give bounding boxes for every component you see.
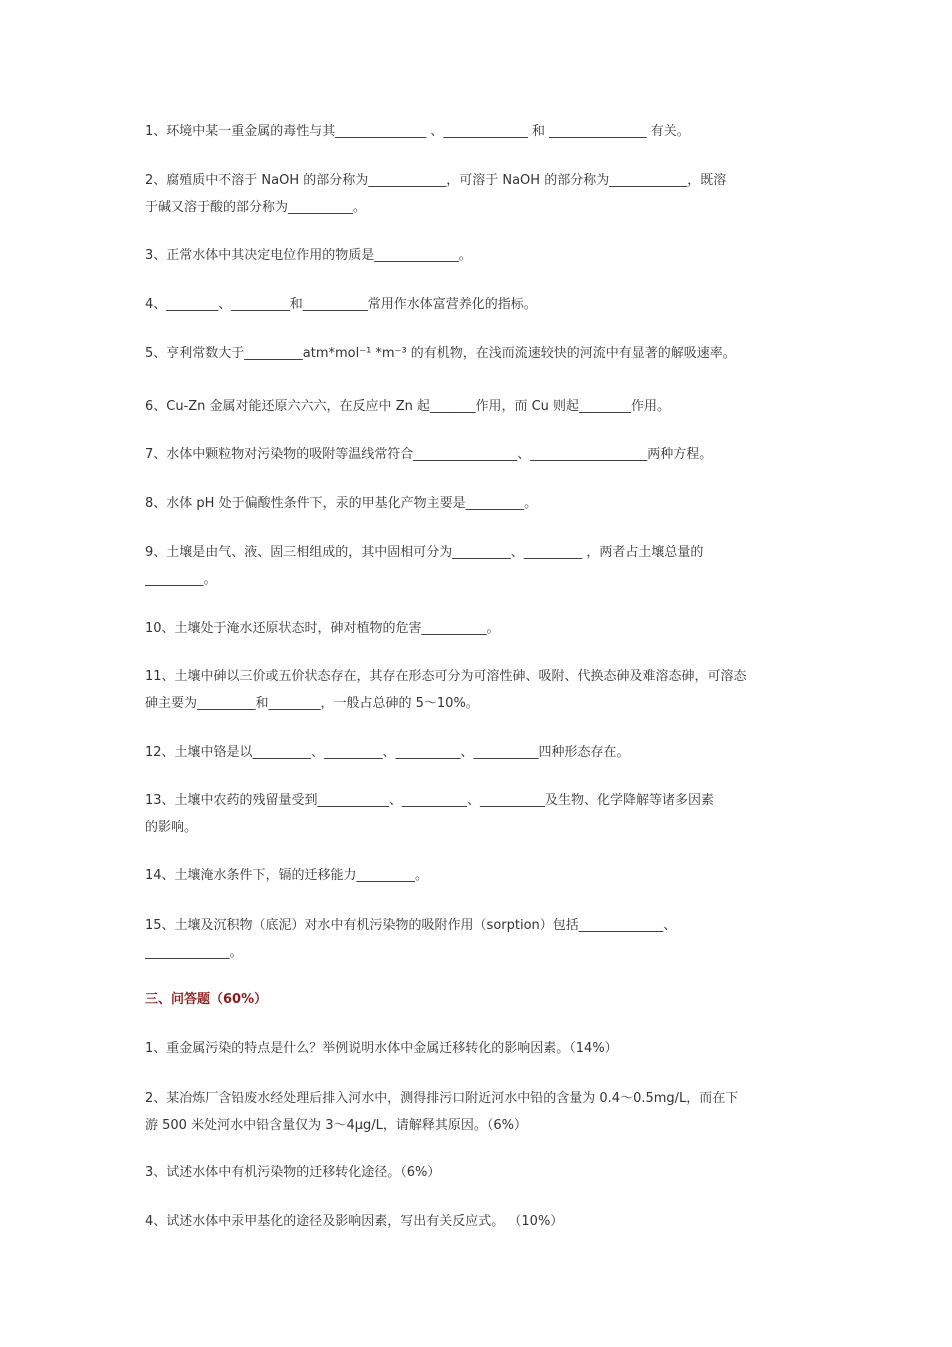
fill-question-9-line-1: 9、土壤是由气、液、固三相组成的，其中固相可分为_________、_________ ，两者占土壤总量的 — [145, 545, 704, 560]
fill-question-7: 7、水体中颗粒物对污染物的吸附等温线常符合________________、__________________两种方程。 — [145, 447, 713, 462]
fill-question-15-line-2: _____________。 — [145, 945, 243, 960]
fill-question-3: 3、正常水体中其决定电位作用的物质是_____________。 — [145, 248, 472, 263]
essay-question-3: 3、试述水体中有机污染物的迁移转化途径。（6%） — [145, 1165, 441, 1180]
fill-question-13-line-2: 的影响。 — [145, 820, 198, 835]
essay-question-2-line-2: 游 500 米处河水中铅含量仅为 3～4μg/L，请解释其原因。（6%） — [145, 1118, 528, 1133]
fill-question-11-line-1: 11、土壤中砷以三价或五价状态存在，其存在形态可分为可溶性砷、吸附、代换态砷及难溶态砷，可溶态 — [145, 669, 747, 684]
essay-question-1: 1、重金属污染的特点是什么？举例说明水体中金属迁移转化的影响因素。（14%） — [145, 1041, 618, 1056]
fill-question-15-line-1: 15、土壤及沉积物（底泥）对水中有机污染物的吸附作用（sorption）包括_____________、 — [145, 918, 677, 933]
fill-question-6: 6、Cu-Zn 金属对能还原六六六，在反应中 Zn 起_______作用，而 Cu 则起________作用。 — [145, 399, 671, 414]
fill-question-4: 4、________、_________和__________常用作水体富营养化的指标。 — [145, 297, 537, 312]
essay-question-4: 4、试述水体中汞甲基化的途径及影响因素，写出有关反应式。 （10%） — [145, 1214, 564, 1229]
essay-question-2-line-1: 2、某冶炼厂含铅废水经处理后排入河水中，测得排污口附近河水中铅的含量为 0.4～0.5mg/L，而在下 — [145, 1091, 739, 1106]
fill-question-2-line-2: 于碱又溶于酸的部分称为__________。 — [145, 200, 367, 215]
section-title-essay-questions: 三、问答题（60%） — [145, 992, 268, 1007]
fill-question-10: 10、土壤处于淹水还原状态时，砷对植物的危害__________。 — [145, 621, 500, 636]
fill-question-14: 14、土壤淹水条件下，镉的迁移能力_________。 — [145, 868, 429, 883]
fill-question-8: 8、水体 pH 处于偏酸性条件下，汞的甲基化产物主要是_________。 — [145, 496, 538, 511]
fill-question-1: 1、环境中某一重金属的毒性与其______________ 、_____________ 和 _______________ 有关。 — [145, 124, 690, 139]
fill-question-12: 12、土壤中铬是以_________、_________、__________、__________四种形态存在。 — [145, 745, 630, 760]
fill-question-2-line-1: 2、腐殖质中不溶于 NaOH 的部分称为____________，可溶于 NaOH 的部分称为____________，既溶 — [145, 173, 727, 188]
fill-question-5: 5、亨利常数大于_________atm*mol⁻¹ *m⁻³ 的有机物，在浅而流速较快的河流中有显著的解吸速率。 — [145, 346, 736, 361]
fill-question-9-line-2: _________。 — [145, 572, 217, 587]
fill-question-11-line-2: 砷主要为_________和________，一般占总砷的 5～10%。 — [145, 696, 479, 711]
fill-question-13-line-1: 13、土壤中农药的残留量受到___________、__________、__________及生物、化学降解等诸多因素 — [145, 793, 715, 808]
